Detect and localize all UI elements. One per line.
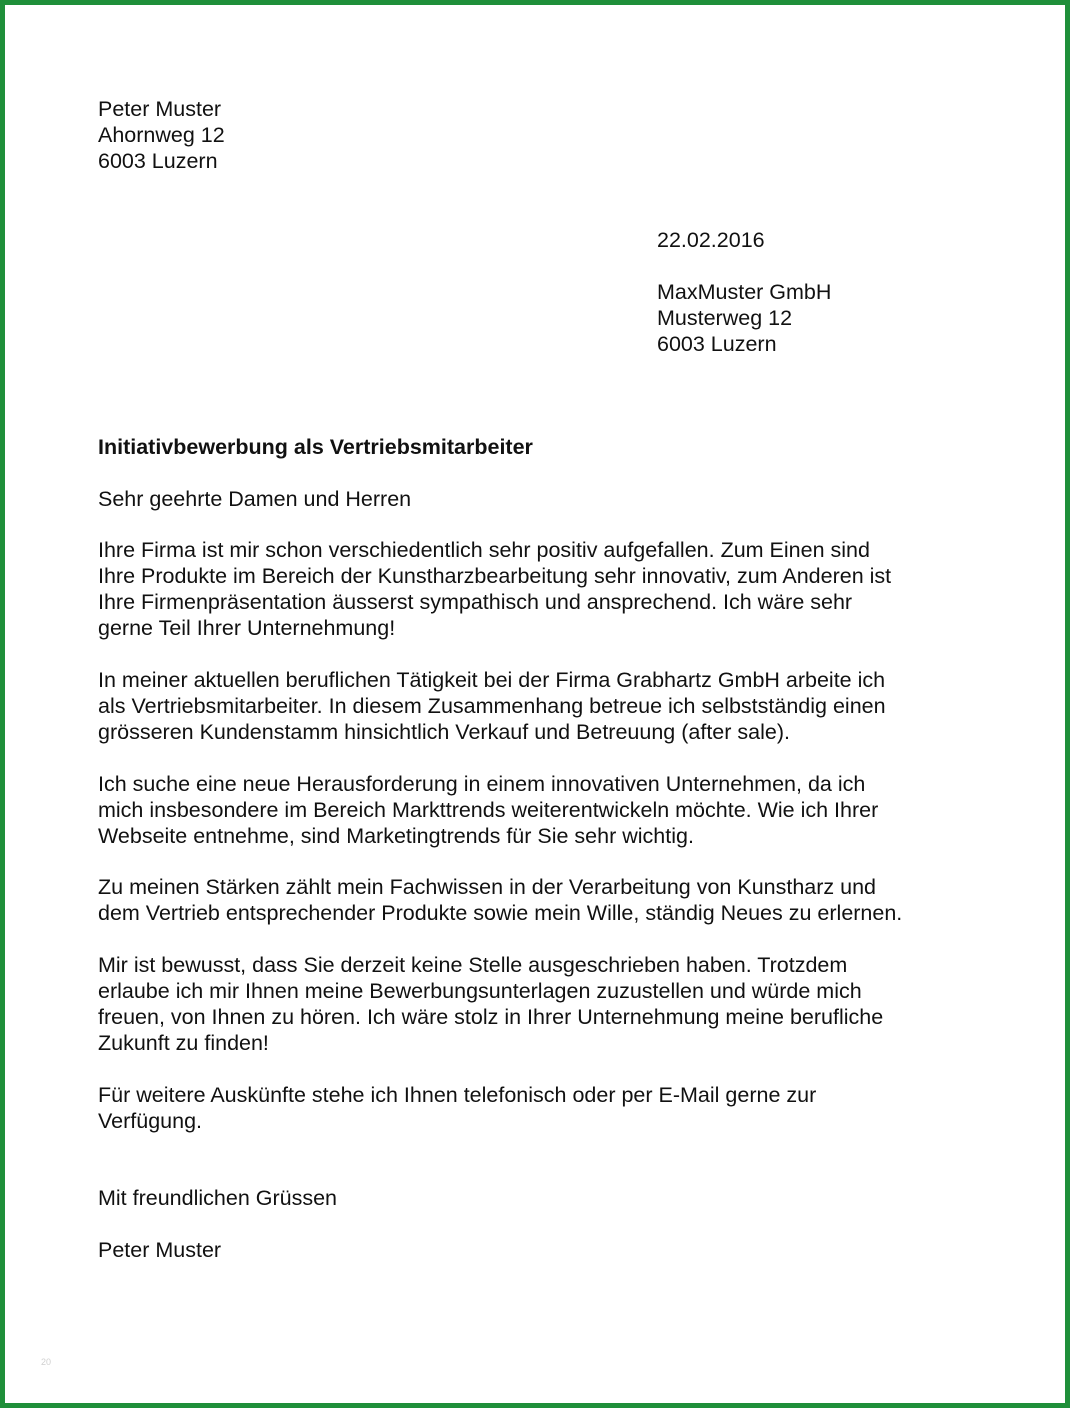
salutation-text: Sehr geehrte Damen und Herren <box>98 487 412 511</box>
sender-address <box>98 96 978 174</box>
subject-text: Initiativbewerbung als Vertriebsmitarbeiter <box>98 435 533 459</box>
paragraph-2 <box>98 667 978 745</box>
paragraph-line: gerne Teil Ihrer Unternehmung! <box>98 616 396 640</box>
paragraph-line: Ihre Produkte im Bereich der Kunstharzbearbeitung sehr innovativ, zum Anderen ist <box>98 564 892 588</box>
letter-subject <box>98 434 978 460</box>
paragraph-line: Verfügung. <box>98 1109 203 1133</box>
paragraph-line: Zukunft zu finden! <box>98 1031 269 1055</box>
paragraph-line: dem Vertrieb entsprechender Produkte sowie mein Wille, ständig Neues zu erlernen. <box>98 901 903 925</box>
paragraph-5 <box>98 952 978 1056</box>
paragraph-line: Ihre Firmenpräsentation äusserst sympathisch und ansprechend. Ich wäre sehr <box>98 590 853 614</box>
letter-salutation <box>98 486 978 512</box>
paragraph-line: als Vertriebsmitarbeiter. In diesem Zusammenhang betreue ich selbstständig einen <box>98 694 886 718</box>
paragraph-line: Zu meinen Stärken zählt mein Fachwissen in der Verarbeitung von Kunstharz und <box>98 875 877 899</box>
sender-street: Ahornweg 12 <box>98 123 225 147</box>
paragraph-line: grösseren Kundenstamm hinsichtlich Verkauf und Betreuung (after sale). <box>98 720 790 744</box>
paragraph-4 <box>98 874 978 926</box>
sender-name: Peter Muster <box>98 97 222 121</box>
sender-city: 6003 Luzern <box>98 149 218 173</box>
closing-text: Mit freundlichen Grüssen <box>98 1186 337 1210</box>
paragraph-line: Ihre Firma ist mir schon verschiedentlich sehr positiv aufgefallen. Zum Einen sind <box>98 538 870 562</box>
paragraph-line: mich insbesondere im Bereich Markttrends weiterentwickeln möchte. Wie ich Ihrer <box>98 798 879 822</box>
paragraph-3 <box>98 771 978 849</box>
recipient-company: MaxMuster GmbH <box>657 280 832 304</box>
letter-signature <box>98 1237 978 1263</box>
page-number: 20 <box>41 1357 52 1367</box>
paragraph-1 <box>98 537 978 641</box>
signature-text: Peter Muster <box>98 1238 222 1262</box>
paragraph-line: In meiner aktuellen beruflichen Tätigkeit bei der Firma Grabhartz GmbH arbeite ich <box>98 668 886 692</box>
recipient-city: 6003 Luzern <box>657 332 777 356</box>
paragraph-line: Mir ist bewusst, dass Sie derzeit keine Stelle ausgeschrieben haben. Trotzdem <box>98 953 848 977</box>
paragraph-6 <box>98 1082 978 1134</box>
paragraph-line: Ich suche eine neue Herausforderung in einem innovativen Unternehmen, da ich <box>98 772 866 796</box>
letter-closing <box>98 1185 978 1211</box>
recipient-address <box>657 279 1037 357</box>
letter-date <box>657 227 1037 253</box>
paragraph-line: freuen, von Ihnen zu hören. Ich wäre stolz in Ihrer Unternehmung meine berufliche <box>98 1005 884 1029</box>
paragraph-line: Webseite entnehme, sind Marketingtrends für Sie sehr wichtig. <box>98 824 694 848</box>
date-text: 22.02.2016 <box>657 228 765 252</box>
recipient-street: Musterweg 12 <box>657 306 793 330</box>
paragraph-line: Für weitere Auskünfte stehe ich Ihnen telefonisch oder per E-Mail gerne zur <box>98 1083 817 1107</box>
paragraph-line: erlaube ich mir Ihnen meine Bewerbungsunterlagen zuzustellen und würde mich <box>98 979 862 1003</box>
